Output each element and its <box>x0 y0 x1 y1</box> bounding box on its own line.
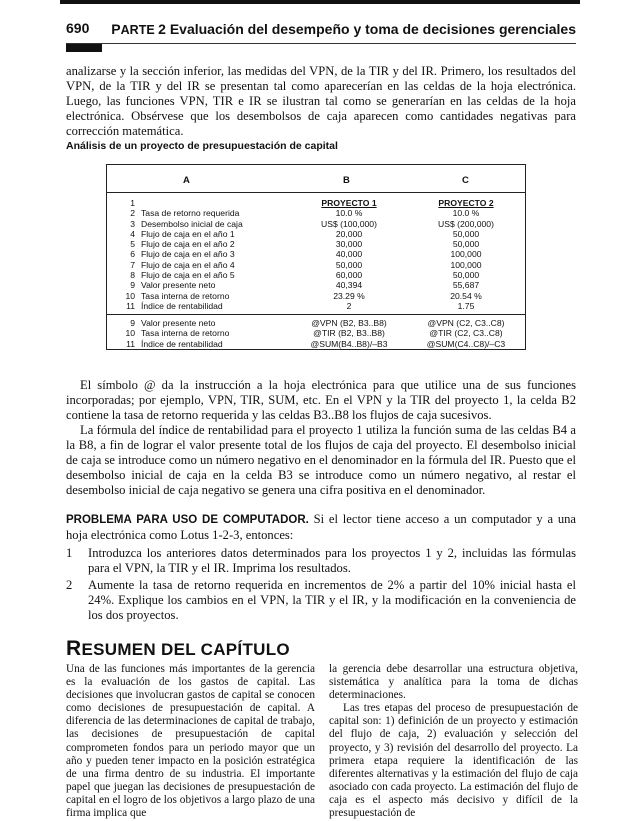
cell-c: 100,000 <box>450 259 482 270</box>
table-row <box>107 249 525 259</box>
running-head-title: 2 Evaluación del desempeño y toma de decisiones gerenciales <box>158 21 576 37</box>
summary-right-p1: la gerencia debe desarrollar una estructura objetiva, sistemática y analítica para la toma de dichas determinaciones. <box>329 663 578 702</box>
problem-item-number: 1 <box>66 546 73 560</box>
row-label: Flujo de caja en el año 4 <box>141 259 235 270</box>
row-label: Flujo de caja en el año 3 <box>141 249 235 260</box>
summary-right-column <box>329 663 578 820</box>
table-row <box>107 318 525 328</box>
row-number: 2 <box>130 208 135 219</box>
problem-text: Si el lector tiene acceso a un computador y a una hoja electrónica como Lotus 1-2-3, entonces: <box>66 512 576 542</box>
cell-c: @VPN (C2, C3..C8) <box>427 318 505 328</box>
row-number: 5 <box>130 239 135 250</box>
col-header-c: C <box>462 175 469 186</box>
cell-c: 20.54 % <box>450 290 482 301</box>
table-row <box>107 270 525 280</box>
cell-b: @VPN (B2, B3..B8) <box>311 318 387 328</box>
problem-lead: PROBLEMA PARA USO DE COMPUTADOR. <box>66 514 309 526</box>
cell-c: 1.75 <box>457 300 475 311</box>
cell-b: 20,000 <box>335 228 363 239</box>
paragraph-2a: El símbolo @ da la instrucción a la hoja electrónica para que utilice una de sus funciones incorporadas; por ejemplo, VPN, TIR, SUM, etc. En el VPN y la TIR del proyecto 1, la celda B2 contiene la tasa de retorno requerida y las celdas B3..B8 los flujos de caja sucesivos. <box>66 378 576 422</box>
cell-b: 60,000 <box>335 270 363 281</box>
summary-left-column: Una de las funciones más importantes de la gerencia es la evaluación de los gastos de capital. Las decisiones que involucran gastos de capital se conocen como decisiones de presupuestación de capital. A diferencia de las determinaciones de capital de trabajo, las decisiones de presupuestación de capital comprometen fondos para un periodo mayor que un año y pueden tener impacto en la posición estratégica de una firma dentro de su industria. El importante papel que juegan las decisiones de presupuestación de capital en el logro de los objetivos a largo plazo de una firma implica que <box>66 663 315 820</box>
spreadsheet-table <box>106 164 526 350</box>
page-number: 690 <box>66 20 90 36</box>
row-label: Tasa de retorno requerida <box>141 208 240 219</box>
table-row <box>107 219 525 229</box>
header-tab-mark <box>66 44 102 52</box>
running-head-prefix: ARTE <box>120 23 155 37</box>
cell-b: 23.29 % <box>333 290 365 301</box>
cell-b: @TIR (B2, B3..B8) <box>313 328 385 339</box>
cell-c: 50,000 <box>452 228 480 239</box>
running-head <box>111 21 576 37</box>
row-number: 9 <box>130 318 135 328</box>
table-caption: Análisis de un proyecto de presupuestación de capital <box>66 140 338 152</box>
cell-c: 50,000 <box>452 270 480 281</box>
row-number: 10 <box>125 290 135 301</box>
paragraph-2 <box>66 378 576 498</box>
problem-paragraph <box>66 512 576 543</box>
cell-c: @TIR (C2, C3..C8) <box>429 328 503 339</box>
cell-b: US$ (100,000) <box>321 218 377 229</box>
row-label: Flujo de caja en el año 5 <box>141 270 235 281</box>
row-label: Índice de rentabilidad <box>141 300 223 311</box>
row-number: 10 <box>125 328 135 339</box>
row-label: Tasa interna de retorno <box>141 290 230 301</box>
table-row <box>107 301 525 311</box>
row-number: 8 <box>130 270 135 281</box>
problem-item-text: Introduzca los anteriores datos determinados para los proyectos 1 y 2, incluidas las fórmulas para el VPN, la TIR y el IR. Imprima los resultados. <box>88 546 576 575</box>
row-label: Valor presente neto <box>141 318 216 328</box>
row-number: 1 <box>130 198 135 208</box>
row-label: Flujo de caja en el año 2 <box>141 239 235 250</box>
col-header-b: B <box>343 175 350 186</box>
row-number: 6 <box>130 249 135 260</box>
table-row <box>107 291 525 301</box>
intro-paragraph: analizarse y la sección inferior, las medidas del VPN, de la TIR y del IR. Primero, los resultados del VPN, de la TIR y del IR se presentan tal como aparecerían en las celdas de la hoja electrónica. Luego, las funciones VPN, TIR e IR se ilustran tal como se generarían en las celdas de la hoja electrónica. Obsérvese que los desembolsos de caja aparecen como cantidades negativas para corrección matemática. <box>66 64 576 138</box>
table-row <box>107 198 525 208</box>
row-number: 9 <box>130 280 135 291</box>
cell-b: 50,000 <box>335 259 363 270</box>
cell-b: PROYECTO 1 <box>321 198 377 208</box>
cell-c: @SUM(C4..C8)/–C3 <box>426 338 506 349</box>
summary-right-p2: Las tres etapas del proceso de presupuestación de capital son: 1) definición de un proyecto y estimación del flujo de caja, 2) evaluación y selección del proyecto, y 3) revisión del desarrollo del proyecto. La primera etapa requiere la identificación de las diferentes alternativas y la estimación del flujo de caja asociado con cada proyecto. La estimación del flujo de caja es el aspecto más decisivo y difícil de la presupuestación de <box>329 702 578 820</box>
table-divider <box>107 314 525 315</box>
cell-c: 55,687 <box>452 280 480 291</box>
cell-c: PROYECTO 2 <box>438 198 494 208</box>
table-rows-values <box>107 198 525 311</box>
problem-item-text: Aumente la tasa de retorno requerida en incrementos de 2% a partir del 10% inicial hasta el 24%. Explique los cambios en el VPN, la TIR y el IR, y la modificación en la conveniencia de los dos proyectos. <box>88 578 576 622</box>
section-title-rest: ESUMEN DEL CAPÍTULO <box>81 640 290 659</box>
cell-c: 50,000 <box>452 239 480 250</box>
cell-c: US$ (200,000) <box>438 218 494 229</box>
row-number: 3 <box>130 218 135 229</box>
table-row <box>107 208 525 218</box>
problem-item-number: 2 <box>66 578 73 592</box>
table-row <box>107 328 525 338</box>
header-rule <box>66 43 576 44</box>
row-label: Valor presente neto <box>141 280 216 291</box>
table-row <box>107 260 525 270</box>
top-border-bar <box>60 0 580 4</box>
cell-b: 40,394 <box>335 280 363 291</box>
row-number: 4 <box>130 228 135 239</box>
running-head-initial: P <box>111 21 121 37</box>
cell-b: @SUM(B4..B8)/–B3 <box>310 338 388 349</box>
cell-c: 100,000 <box>450 249 482 260</box>
table-row <box>107 339 525 349</box>
row-number: 11 <box>126 338 135 349</box>
section-title-initial: R <box>66 637 82 660</box>
cell-b: 40,000 <box>335 249 363 260</box>
cell-c: 10.0 % <box>452 208 480 219</box>
table-row <box>107 239 525 249</box>
row-number: 7 <box>130 259 135 270</box>
row-label: Desembolso inicial de caja <box>141 218 243 229</box>
table-row <box>107 280 525 290</box>
col-header-a: A <box>183 175 190 186</box>
cell-b: 2 <box>346 300 352 311</box>
row-number: 11 <box>126 300 135 311</box>
row-label: Tasa interna de retorno <box>141 328 230 339</box>
table-row <box>107 229 525 239</box>
row-label: Índice de rentabilidad <box>141 338 223 349</box>
section-title <box>66 637 290 661</box>
table-rows-formulas <box>107 318 525 349</box>
table-header-rule <box>107 192 525 193</box>
cell-b: 30,000 <box>335 239 363 250</box>
page-header <box>66 20 576 40</box>
row-label: Flujo de caja en el año 1 <box>141 228 235 239</box>
cell-b: 10.0 % <box>335 208 363 219</box>
paragraph-2b: La fórmula del índice de rentabilidad para el proyecto 1 utiliza la función suma de las celdas B4 a la B8, a fin de lograr el valor presente total de los flujos de caja del proyecto. El desembolso inicial de caja se introduce como un número negativo en el denominador en la fórmula del IR. Puesto que el desembolso inicial de caja en la celda B3 se introduce como un número negativo, al restar el desembolso inicial de caja negativo se genera una cifra positiva en el denominador. <box>66 423 576 497</box>
